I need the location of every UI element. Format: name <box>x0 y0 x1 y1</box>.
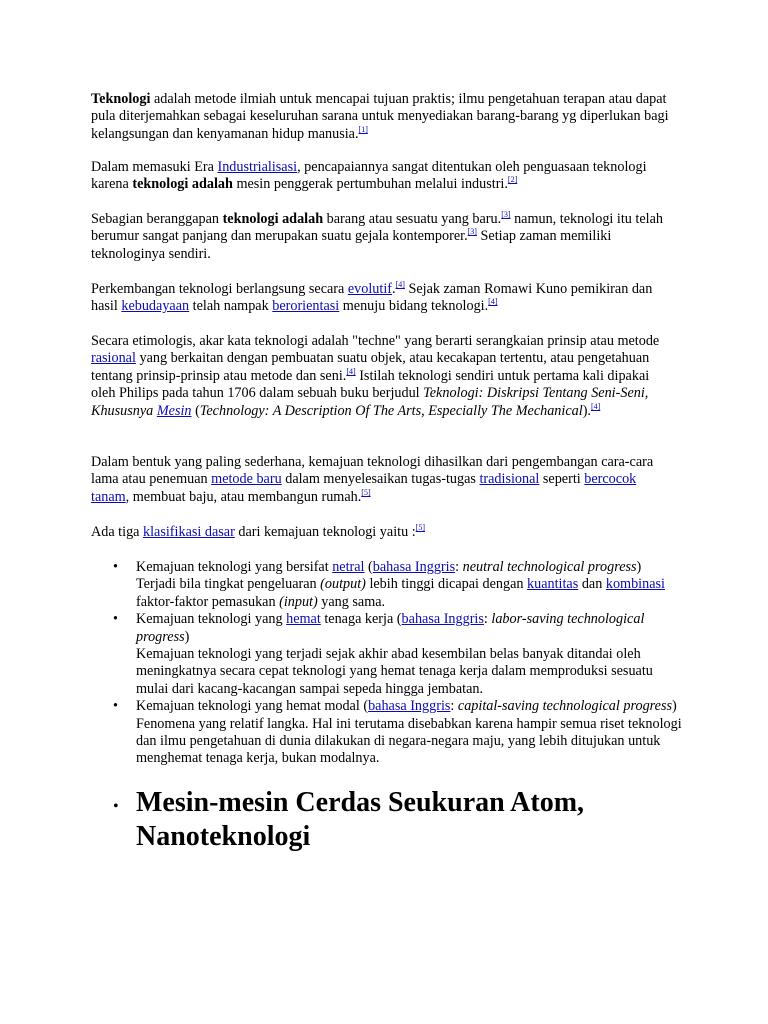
link-kuantitas[interactable]: kuantitas <box>527 576 579 593</box>
text: Dalam memasuki Era <box>91 159 218 175</box>
link-bahasa-inggris[interactable]: bahasa Inggris <box>401 611 484 628</box>
paragraph-perception <box>91 211 677 263</box>
italic-title-english: Technology: A Description Of The Arts, Especially The Mechanical <box>199 402 583 419</box>
text: yang sama. <box>317 593 386 610</box>
text: namun, teknologi itu telah berumur sangat panjang dan merupakan suatu gejala kontemporer. <box>91 211 664 245</box>
text: Sejak zaman Romawi Kuno pemikiran dan hasil <box>91 281 653 315</box>
paragraph-definition <box>91 91 677 143</box>
italic-term: labor-saving technological progress <box>136 611 645 645</box>
italic-title: Teknologi: Diskripsi Tentang Seni-Seni, Khususnya <box>91 385 649 419</box>
link-rasional[interactable]: rasional <box>91 350 136 367</box>
link-netral[interactable]: netral <box>332 559 365 575</box>
paragraph-evolution <box>91 281 677 316</box>
link-bercocok-tanam[interactable]: bercocok tanam <box>91 471 637 505</box>
reference-link-4[interactable]: [4] <box>395 280 405 289</box>
link-klasifikasi-dasar[interactable]: klasifikasi dasar <box>143 524 235 540</box>
bold-term: teknologi adalah <box>132 176 233 193</box>
bullet: • <box>113 798 119 815</box>
bullet: • <box>113 559 118 575</box>
text: Dalam bentuk yang paling sederhana, kemajuan teknologi dihasilkan dari pengembangan cara-cara lama atau penemuan <box>91 454 654 488</box>
text: telah nampak <box>189 298 273 315</box>
bullet: • <box>113 698 118 715</box>
text: mesin penggerak pertumbuhan melalui industri. <box>232 176 508 193</box>
link-mesin[interactable]: Mesin <box>156 402 192 419</box>
paragraph-etymology <box>91 333 677 420</box>
text: ( <box>364 559 373 575</box>
bold-term: teknologi adalah <box>222 211 324 227</box>
reference-link-4b[interactable]: [4] <box>488 297 498 307</box>
reference-link-3b[interactable]: [3] <box>467 227 477 237</box>
reference-link-3[interactable]: [3] <box>501 210 511 219</box>
link-bahasa-inggris[interactable]: bahasa Inggris <box>372 559 456 575</box>
link-kebudayaan[interactable]: kebudayaan <box>121 298 190 315</box>
list-item <box>91 611 683 698</box>
link-berorientasi[interactable]: berorientasi <box>272 298 340 315</box>
text: Kemajuan teknologi yang <box>136 611 287 628</box>
reference-link-4d[interactable]: [4] <box>590 401 601 411</box>
text: ). <box>582 402 591 419</box>
list-item <box>91 698 683 768</box>
reference-link-4c[interactable]: [4] <box>346 366 356 376</box>
text: Istilah teknologi sendiri untuk pertama kali dipakai oleh Philips pada tahun 1706 dalam sebuah buku berjudul <box>91 367 650 402</box>
text: yang berkaitan dengan pembuatan suatu objek, atau kecakapan tertentu, atau pengetahuan tentang prinsip-prinsip atau metode dan seni. <box>91 350 650 384</box>
bullet: • <box>113 611 118 628</box>
item-description: Fenomena yang relatif langka. Hal ini terutama disebabkan karena hampir semua riset teknologi dan ilmu pengetahuan di dunia dilakukan di negara-negara maju, yang lebih ditujukan untuk menghemat tenaga kerja, bukan modalnya. <box>136 715 682 767</box>
text: Perkembangan teknologi berlangsung secara <box>91 281 348 297</box>
link-tradisional[interactable]: tradisional <box>479 471 540 488</box>
text: Kemajuan teknologi yang hemat modal ( <box>136 698 369 715</box>
text: Setiap zaman memiliki teknologinya sendiri. <box>91 228 612 262</box>
item-description: Kemajuan teknologi yang terjadi sejak akhir abad kesembilan belas banyak ditandai oleh meningkatnya secara cepat teknologi yang hemat tenaga kerja dalam memproduksi sesuatu mulai dari kacang-kacangan sampai sepeda hingga jembatan. <box>136 646 653 697</box>
italic-term: capital-saving technological progress <box>457 698 672 715</box>
text: seperti <box>539 471 585 488</box>
text: : <box>483 611 492 628</box>
text: tenaga kerja ( <box>320 611 402 628</box>
text: dari kemajuan teknologi yaitu : <box>234 524 416 540</box>
text: . <box>392 281 396 297</box>
italic-term: (output) <box>320 576 366 593</box>
classification-list <box>91 559 683 768</box>
text: , membuat baju, atau membangun rumah. <box>125 488 362 505</box>
link-kombinasi[interactable]: kombinasi <box>605 576 665 593</box>
text: ( <box>191 402 200 419</box>
reference-link-2[interactable]: [2] <box>507 175 518 185</box>
paragraph-progress <box>91 454 677 506</box>
link-hemat[interactable]: hemat <box>286 611 321 628</box>
reference-link-5[interactable]: [5] <box>361 487 371 497</box>
text: , pencapaiannya sangat ditentukan oleh penguasaan teknologi karena <box>91 159 647 193</box>
text: Kemajuan teknologi yang bersifat <box>136 559 333 575</box>
text: ) <box>672 698 677 715</box>
item-description <box>136 576 683 611</box>
text: Sebagian beranggapan <box>91 211 223 227</box>
text: Secara etimologis, akar kata teknologi adalah "techne" yang berarti serangkaian prinsip atau metode <box>91 333 660 349</box>
text: dalam menyelesaikan tugas-tugas <box>281 471 480 488</box>
paragraph-classification <box>91 524 677 541</box>
text: barang atau sesuatu yang baru. <box>323 211 502 227</box>
text: faktor-faktor pemasukan <box>136 593 280 610</box>
reference-link-1[interactable]: [1] <box>358 124 368 134</box>
list-item <box>91 559 683 611</box>
text: menuju bidang teknologi. <box>339 298 489 315</box>
italic-term: (input) <box>279 593 318 610</box>
italic-term: neutral technological progress <box>462 559 637 575</box>
link-industrialisasi[interactable]: Industrialisasi <box>217 159 298 175</box>
text: lebih tinggi dicapai dengan <box>365 576 528 593</box>
text: adalah metode ilmiah untuk mencapai tujuan praktis; ilmu pengetahuan terapan atau dapat pula diterjemahkan sebagai keseluruhan sarana untuk menyediakan barang-barang yg diperlukan bagi kelangsungan dan kenyamanan hidup manusia. <box>91 91 669 142</box>
link-metode-baru[interactable]: metode baru <box>211 471 282 488</box>
text: ) <box>636 559 642 575</box>
text: : <box>450 698 458 715</box>
heading-list-item <box>91 786 691 854</box>
link-bahasa-inggris[interactable]: bahasa Inggris <box>368 698 451 715</box>
text: dan <box>578 576 606 593</box>
paragraph-industrialization <box>91 159 677 194</box>
link-evolutif[interactable]: evolutif <box>347 281 393 297</box>
text: ) <box>184 628 190 645</box>
bold-term: Teknologi <box>91 91 151 107</box>
section-heading: Mesin-mesin Cerdas Seukuran Atom, Nanoteknologi <box>136 787 585 852</box>
text: Terjadi bila tingkat pengeluaran <box>136 576 321 593</box>
text: : <box>455 559 463 575</box>
text: Ada tiga <box>91 524 144 540</box>
reference-link-5b[interactable]: [5] <box>415 523 425 532</box>
